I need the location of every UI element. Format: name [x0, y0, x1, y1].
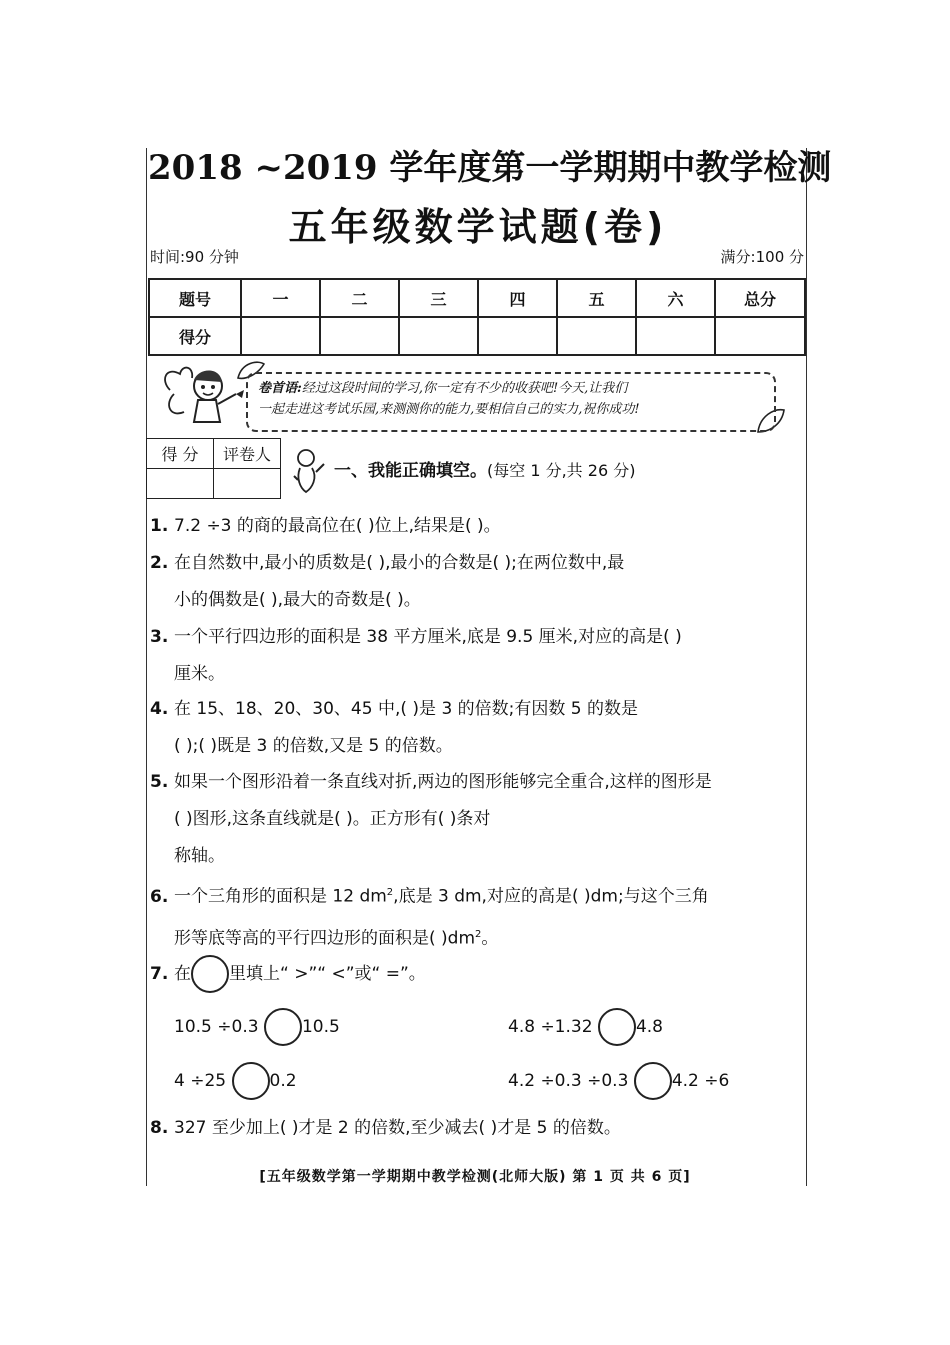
question-number: 6.: [150, 886, 169, 907]
question-text: 形等底等高的平行四边形的面积是( )dm: [174, 928, 476, 949]
comparison-right: 10.5: [301, 1017, 340, 1037]
question-1: [150, 508, 806, 545]
preface-line: 一起走进这考试乐园,来测测你的能力,要相信自己的实力,祝你成功!: [258, 402, 640, 417]
score-header-cell: 五: [557, 279, 636, 317]
question-2: [150, 545, 806, 619]
question-text: 称轴。: [174, 846, 225, 866]
right-border: [806, 148, 807, 1186]
time-limit: 时间:90 分钟: [150, 248, 239, 266]
score-cell[interactable]: [557, 317, 636, 355]
comparison-left: 4 ÷25: [174, 1071, 227, 1091]
score-row-label: 得分: [149, 317, 241, 355]
question-8: [150, 1110, 806, 1147]
score-cell[interactable]: [399, 317, 478, 355]
question-text: 一个平行四边形的面积是 38 平方厘米,底是 9.5 厘米,对应的高是( ): [174, 627, 682, 647]
comparison-answer-circle[interactable]: [232, 1062, 270, 1100]
preface-label: 卷首语:: [258, 381, 302, 396]
question-3: [150, 619, 806, 693]
question-text: ( );( )既是 3 的倍数,又是 5 的倍数。: [174, 736, 453, 756]
exam-title: 2018 ~2019 学年度第一学期期中教学检测: [148, 148, 832, 188]
score-header-cell: 六: [636, 279, 715, 317]
superscript: 2: [475, 928, 482, 940]
question-text: 在: [174, 964, 191, 984]
score-header-cell: 二: [320, 279, 399, 317]
score-header-cell: 三: [399, 279, 478, 317]
comparison-answer-circle[interactable]: [598, 1008, 636, 1046]
comparison-right: 4.8: [635, 1017, 663, 1037]
question-text: 在 15、18、20、30、45 中,( )是 3 的倍数;有因数 5 的数是: [174, 699, 639, 719]
question-number: 2.: [150, 553, 169, 573]
question-number: 3.: [150, 627, 169, 647]
comparison-left: 4.8 ÷1.32: [508, 1017, 593, 1037]
comparison-left: 4.2 ÷0.3 ÷0.3: [508, 1071, 629, 1091]
comparison-right: 0.2: [269, 1071, 297, 1091]
comparison-item: [508, 1008, 663, 1046]
question-5: [150, 764, 806, 875]
score-table-header-row: [149, 279, 805, 317]
question-text: 7.2 ÷3 的商的最高位在( )位上,结果是( )。: [174, 516, 501, 536]
question-text: 在自然数中,最小的质数是( ),最小的合数是( );在两位数中,最: [174, 553, 625, 573]
page-footer: [五年级数学第一学期期中教学检测(北师大版) 第 1 页 共 6 页]: [259, 1169, 691, 1185]
question-text: 327 至少加上( )才是 2 的倍数,至少减去( )才是 5 的倍数。: [174, 1118, 621, 1138]
question-text: ( )图形,这条直线就是( )。正方形有( )条对: [174, 809, 491, 829]
comparison-answer-circle[interactable]: [634, 1062, 672, 1100]
score-header-cell: 一: [241, 279, 320, 317]
question-number: 4.: [150, 699, 169, 719]
pencil-mascot-icon: [292, 446, 328, 496]
grader-score-label: 得 分: [147, 439, 214, 469]
question-text: 小的偶数是( ),最大的奇数是( )。: [174, 590, 421, 610]
exam-subtitle: 五年级数学试题(卷): [288, 205, 668, 249]
question-6: [150, 874, 806, 957]
score-table: [148, 278, 806, 356]
question-text: 厘米。: [174, 664, 225, 684]
question-number: 8.: [150, 1118, 169, 1138]
score-header-cell: 四: [478, 279, 557, 317]
question-4: [150, 691, 806, 765]
score-table-score-row: [149, 317, 805, 355]
grader-name-cell[interactable]: [214, 469, 281, 499]
question-text: 里填上“ >”“ <”或“ =”。: [229, 964, 426, 984]
score-header-cell: 总分: [715, 279, 805, 317]
score-cell[interactable]: [478, 317, 557, 355]
comparison-left: 10.5 ÷0.3: [174, 1017, 259, 1037]
question-7: [150, 955, 806, 993]
question-text: 如果一个图形沿着一条直线对折,两边的图形能够完全重合,这样的图形是: [174, 772, 712, 792]
score-cell[interactable]: [241, 317, 320, 355]
comparison-item: [508, 1062, 729, 1100]
comparison-right: 4.2 ÷6: [671, 1071, 730, 1091]
question-number: 7.: [150, 964, 169, 984]
preface-line: 经过这段时间的学习,你一定有不少的收获吧!今天,让我们: [301, 381, 628, 396]
grader-score-cell[interactable]: [147, 469, 214, 499]
score-header-cell: 题号: [149, 279, 241, 317]
question-text: 。: [481, 928, 499, 949]
grader-box: [146, 438, 281, 499]
grader-name-label: 评卷人: [214, 439, 281, 469]
score-cell[interactable]: [320, 317, 399, 355]
left-border: [146, 148, 147, 1186]
answer-circle: [191, 955, 229, 993]
full-score: 满分:100 分: [720, 248, 804, 266]
section-1-heading: 一、我能正确填空。: [334, 461, 487, 481]
comparison-item: [174, 1008, 340, 1046]
comparison-item: [174, 1062, 297, 1100]
preface-text: [258, 378, 764, 420]
question-text: ,底是 3 dm,对应的高是( )dm;与这个三角: [393, 886, 709, 907]
comparison-answer-circle[interactable]: [264, 1008, 302, 1046]
question-number: 5.: [150, 772, 169, 792]
score-cell[interactable]: [636, 317, 715, 355]
question-text: 一个三角形的面积是 12 dm: [174, 886, 387, 907]
question-number: 1.: [150, 516, 169, 536]
section-1-note: (每空 1 分,共 26 分): [487, 461, 636, 480]
superscript: 2: [386, 887, 394, 898]
section-1-title: [334, 456, 635, 481]
score-cell[interactable]: [715, 317, 805, 355]
